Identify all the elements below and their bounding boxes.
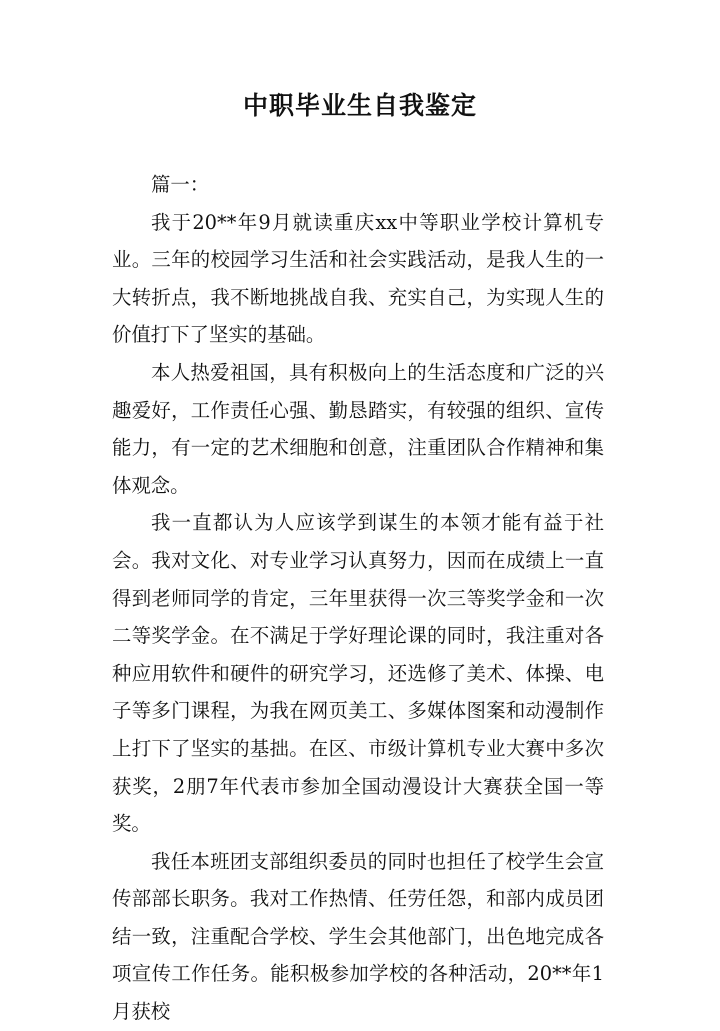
paragraph-3: 我一直都认为人应该学到谋生的本领才能有益于社会。我对文化、对专业学习认真努力，因而在成绩上一直得到老师同学的肯定，三年里获得一次三等奖学金和一次二等奖学金。在不满足于学好理论课的同时，我注重对各种应用软件和硬件的研究学习，还选修了美术、体操、电子等多门课程，为我在网页美工、多媒体图案和动漫制作上打下了坚实的基拙。在区、市级计算机专业大赛中多次获奖，2朋7年代表市参加全国动漫设计大赛获全国一等奖。 — [112, 511, 604, 836]
document-body — [112, 166, 604, 1031]
document-title: 中职毕业生自我鉴定 — [242, 91, 477, 120]
paragraph-1: 我于20**年9月就读重庆xx中等职业学校计算机专业。三年的校园学习生活和社会实践活动，是我人生的一大转折点，我不断地挑战自我、充实自己，为实现人生的价值打下了坚实的基础。 — [112, 210, 604, 347]
paragraph-2: 本人热爱祖国，具有积极向上的生活态度和广泛的兴趣爱好，工作责任心强、勤恳踏实，有较强的组织、宣传能力，有一定的艺术细胞和创意，注重团队合作精神和集体观念。 — [112, 360, 604, 497]
section-label: 篇一： — [151, 173, 210, 196]
paragraph-4: 我任本班团支部组织委员的同时也担任了校学生会宣传部部长职务。我对工作热情、任劳任怨，和部内成员团结一致，注重配合学校、学生会其他部门，出色地完成各项宣传工作任务。能积极参加学校的各种活动，20**年1月获校 — [112, 849, 604, 1024]
